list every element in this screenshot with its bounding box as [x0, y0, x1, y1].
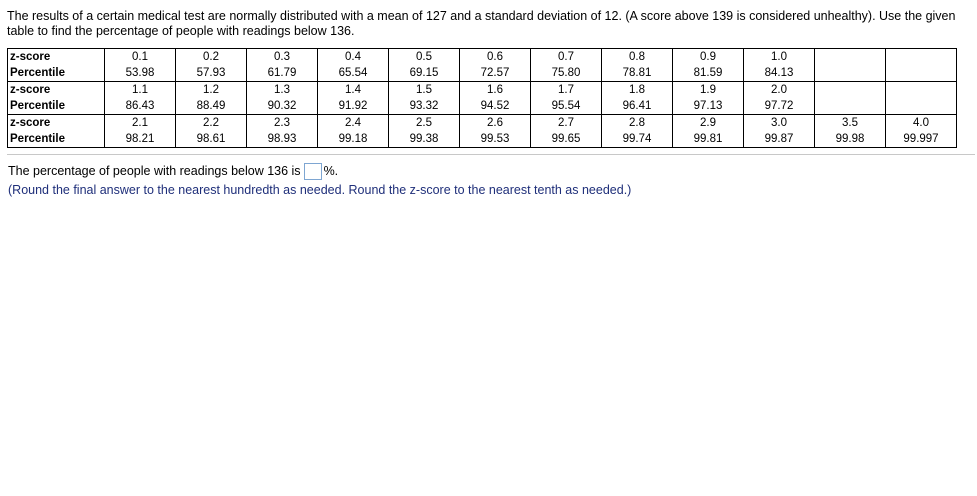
percentile-cell: 95.54 [531, 98, 602, 115]
z-score-cell: 2.9 [673, 115, 744, 132]
percentile-cell: 99.65 [531, 131, 602, 148]
z-score-cell: 0.8 [602, 49, 673, 66]
percentile-cell [815, 98, 886, 115]
z-score-cell: 1.5 [389, 82, 460, 99]
percentile-cell: 53.98 [105, 65, 176, 82]
z-score-label: z-score [8, 49, 105, 66]
z-score-cell: 2.1 [105, 115, 176, 132]
percentile-cell: 99.98 [815, 131, 886, 148]
percentile-cell: 99.81 [673, 131, 744, 148]
percentile-cell: 86.43 [105, 98, 176, 115]
z-score-cell: 0.1 [105, 49, 176, 66]
percentile-cell: 99.87 [744, 131, 815, 148]
percentile-cell: 99.38 [389, 131, 460, 148]
z-score-cell: 2.3 [247, 115, 318, 132]
z-score-cell: 1.6 [460, 82, 531, 99]
percentile-cell: 99.18 [318, 131, 389, 148]
percentile-cell [815, 65, 886, 82]
z-score-cell: 4.0 [886, 115, 957, 132]
question-text: The results of a certain medical test are normally distributed with a mean of 127 and a standard deviation of 12. (A score above 139 is considered unhealthy). Use the given table to find the percentage of people with readings below 136. [7, 9, 956, 38]
percentile-cell: 72.57 [460, 65, 531, 82]
z-score-cell: 0.6 [460, 49, 531, 66]
percentile-cell: 88.49 [176, 98, 247, 115]
z-score-cell: 2.8 [602, 115, 673, 132]
z-score-cell: 1.8 [602, 82, 673, 99]
z-score-cell: 1.7 [531, 82, 602, 99]
percentile-cell: 69.15 [389, 65, 460, 82]
percentile-cell: 98.61 [176, 131, 247, 148]
z-score-label: z-score [8, 82, 105, 99]
z-score-row [8, 49, 957, 66]
z-score-cell: 2.4 [318, 115, 389, 132]
percentile-cell: 90.32 [247, 98, 318, 115]
z-score-cell: 0.3 [247, 49, 318, 66]
z-score-cell: 2.0 [744, 82, 815, 99]
z-score-row [8, 115, 957, 132]
percentile-cell: 98.93 [247, 131, 318, 148]
z-score-row [8, 82, 957, 99]
percentile-cell: 75.80 [531, 65, 602, 82]
z-score-cell [886, 82, 957, 99]
z-score-cell: 1.4 [318, 82, 389, 99]
percentile-cell: 98.21 [105, 131, 176, 148]
z-score-cell [886, 49, 957, 66]
percent-suffix: %. [323, 164, 339, 178]
percentile-cell: 99.997 [886, 131, 957, 148]
z-score-cell: 0.9 [673, 49, 744, 66]
z-score-cell: 2.6 [460, 115, 531, 132]
percentile-cell: 97.13 [673, 98, 744, 115]
z-score-cell [815, 49, 886, 66]
percentile-cell: 65.54 [318, 65, 389, 82]
percentile-cell: 78.81 [602, 65, 673, 82]
z-score-table [7, 48, 957, 148]
rounding-instructions: (Round the final answer to the nearest hundredth as needed. Round the z-score to the nearest tenth as needed.) [8, 183, 632, 197]
percentile-cell: 57.93 [176, 65, 247, 82]
percentile-cell: 81.59 [673, 65, 744, 82]
z-score-cell [815, 82, 886, 99]
z-score-cell: 2.5 [389, 115, 460, 132]
z-score-cell: 3.0 [744, 115, 815, 132]
z-score-cell: 1.2 [176, 82, 247, 99]
z-score-cell: 0.5 [389, 49, 460, 66]
percentile-cell: 61.79 [247, 65, 318, 82]
percentile-cell: 93.32 [389, 98, 460, 115]
answer-prompt: The percentage of people with readings below 136 is [8, 164, 301, 178]
z-score-cell: 2.2 [176, 115, 247, 132]
section-divider [7, 154, 975, 155]
percentile-cell: 84.13 [744, 65, 815, 82]
percentile-label: Percentile [8, 131, 105, 148]
percentile-row [8, 65, 957, 82]
percentile-cell: 96.41 [602, 98, 673, 115]
z-score-cell: 2.7 [531, 115, 602, 132]
percentile-cell: 99.74 [602, 131, 673, 148]
z-score-cell: 0.4 [318, 49, 389, 66]
percentile-cell: 99.53 [460, 131, 531, 148]
answer-input[interactable] [304, 163, 322, 180]
percentile-cell: 97.72 [744, 98, 815, 115]
percentile-cell [886, 65, 957, 82]
z-score-cell: 0.2 [176, 49, 247, 66]
z-score-cell: 1.0 [744, 49, 815, 66]
z-score-label: z-score [8, 115, 105, 132]
percentile-row [8, 131, 957, 148]
z-score-cell: 1.3 [247, 82, 318, 99]
percentile-row [8, 98, 957, 115]
z-score-cell: 1.1 [105, 82, 176, 99]
percentile-cell [886, 98, 957, 115]
percentile-cell: 91.92 [318, 98, 389, 115]
percentile-label: Percentile [8, 98, 105, 115]
answer-line [8, 162, 338, 180]
percentile-label: Percentile [8, 65, 105, 82]
z-score-cell: 3.5 [815, 115, 886, 132]
percentile-cell: 94.52 [460, 98, 531, 115]
z-score-cell: 1.9 [673, 82, 744, 99]
z-score-cell: 0.7 [531, 49, 602, 66]
